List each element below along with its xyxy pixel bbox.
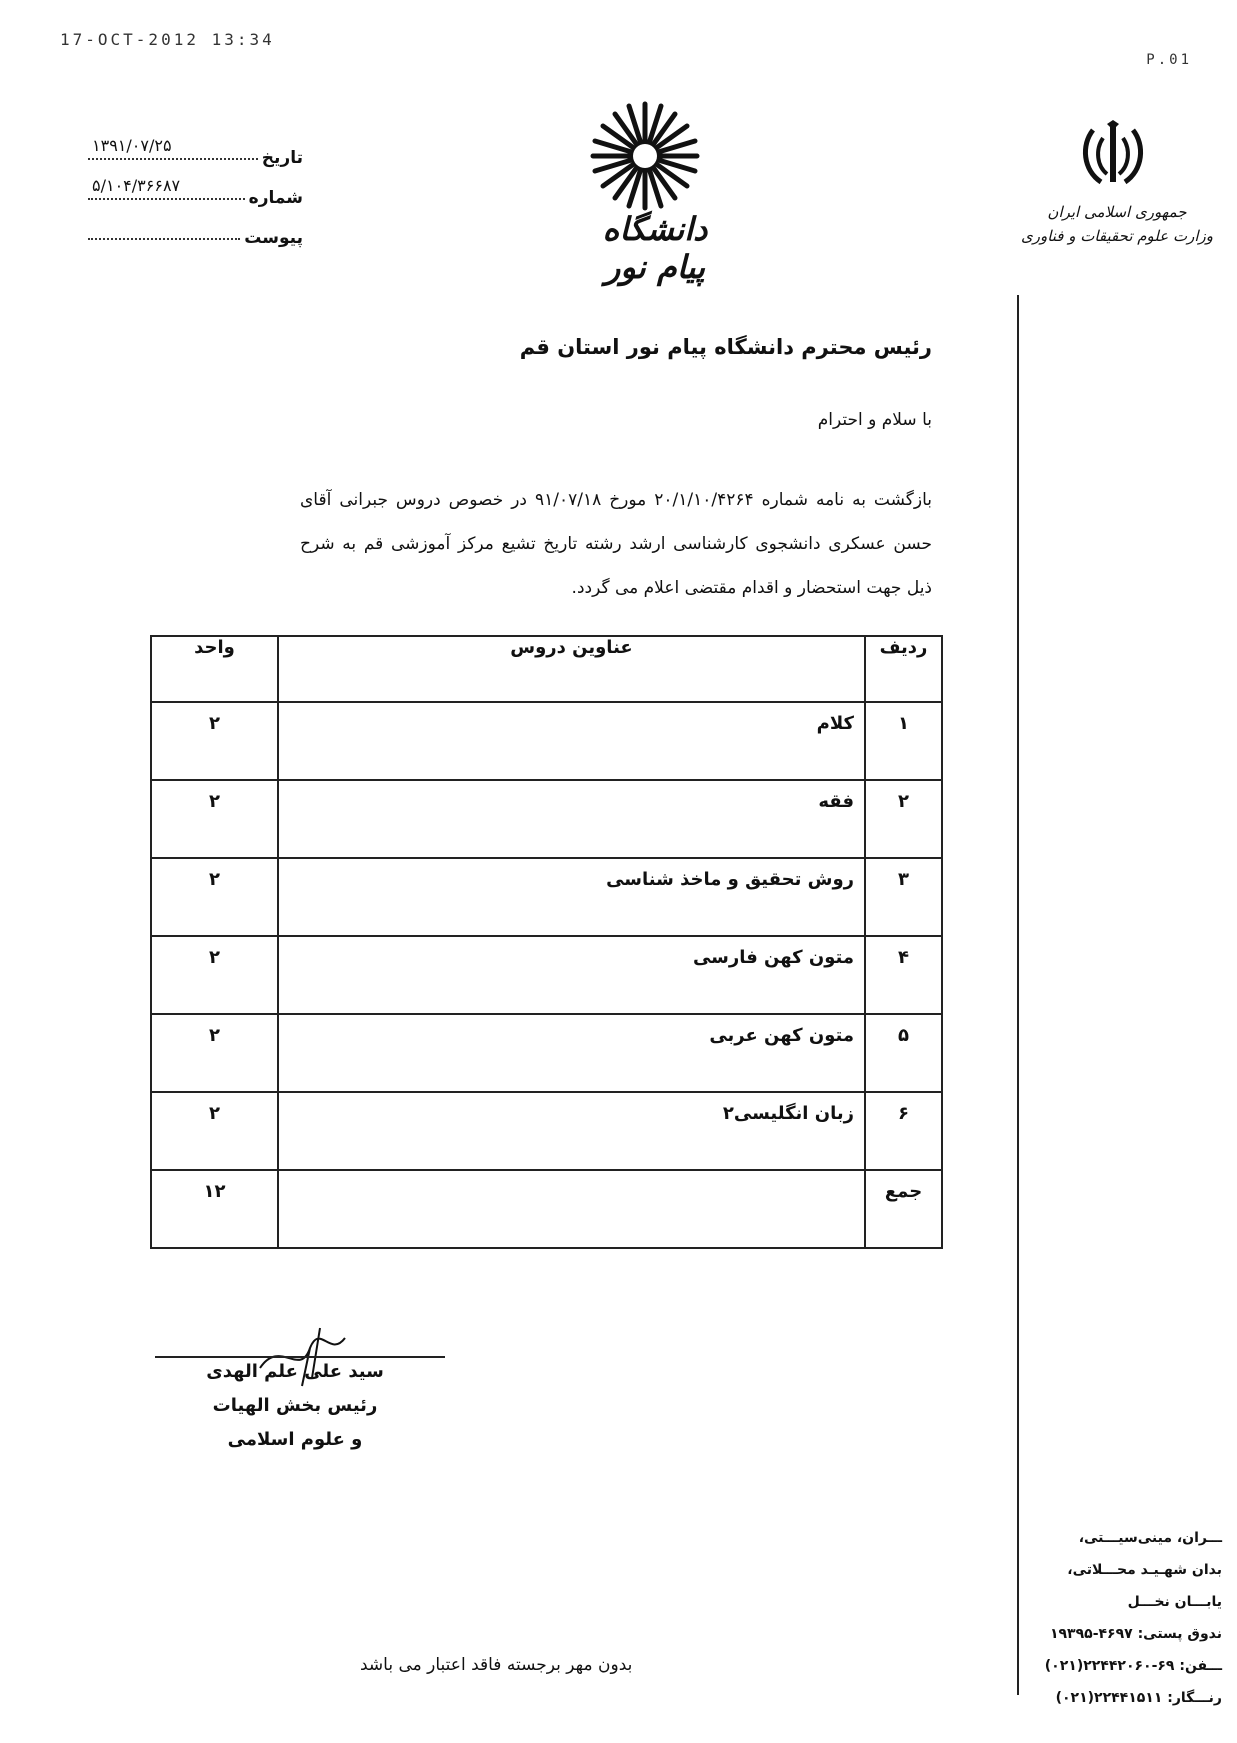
header-row-number: رديف [865,636,942,702]
address-block [1032,1522,1222,1714]
header-units: واحد [151,636,278,702]
university-name: دانشگاه پيام نور [602,210,708,286]
university-logo-icon [585,96,705,216]
address-line: يابـــان نخـــل [1127,1594,1222,1610]
attachment-row [88,208,303,248]
fax-timestamp: 17-OCT-2012 13:34 [60,30,275,49]
total-units: ۱۲ [151,1170,278,1248]
course-units: ۲ [151,936,278,1014]
course-title: روش تحقيق و ماخذ شناسی [278,858,865,936]
ministry-name [1017,200,1217,248]
number-row [88,168,303,208]
signatory-title: و علوم اسلامی [227,1429,363,1450]
date-row [88,128,303,168]
row-number: ۳ [865,858,942,936]
margin-divider [1017,295,1019,1695]
signatory-name: سيد علی علم الهدی [206,1361,384,1382]
address-line: بدان شهـيـد محـــلاتی، [1067,1562,1222,1578]
number-value: ۵/۱۰۴/۳۶۶۸۷ [92,176,181,195]
ministry-line2: وزارت علوم تحقیقات و فناوری [1020,227,1214,245]
signatory-block [185,1355,405,1457]
number-label: شماره [248,188,303,208]
row-number: ۴ [865,936,942,1014]
address-line: رنـــگار: ۲۲۴۴۱۵۱۱(۰۲۱) [1055,1690,1222,1706]
signatory-title: رئيس بخش الهيات [212,1395,378,1416]
letter-meta [88,128,303,248]
course-units: ۲ [151,702,278,780]
table-header-row [151,636,942,702]
page-number: P.01 [1146,52,1192,68]
iran-emblem-icon [1081,120,1145,190]
course-title: زبان انگليسی۲ [278,1092,865,1170]
course-title: متون کهن عربی [278,1014,865,1092]
greeting: با سلام و احترام [817,410,932,430]
date-value: ۱۳۹۱/۰۷/۲۵ [92,136,172,155]
course-title: کلام [278,702,865,780]
table-row [151,702,942,780]
footer-note: بدون مهر برجسته فاقد اعتبار می باشد [360,1655,633,1675]
course-units: ۲ [151,858,278,936]
address-line: ندوق پستی: ۴۶۹۷-۱۹۳۹۵ [1049,1626,1222,1642]
date-label: تاريخ [261,148,303,168]
row-number: ۲ [865,780,942,858]
table-total-row [151,1170,942,1248]
course-title: متون کهن فارسی [278,936,865,1014]
course-units: ۲ [151,780,278,858]
row-number: ۵ [865,1014,942,1092]
row-number: ۱ [865,702,942,780]
address-line: ـــفن: ۶۹-۲۲۴۴۲۰۶۰(۰۲۱) [1044,1658,1222,1674]
address-line: ـــران، مینی‌سیـــتی، [1078,1530,1222,1546]
table-row [151,1014,942,1092]
attachment-label: پيوست [244,228,303,248]
course-units: ۲ [151,1092,278,1170]
letter-body: بازگشت به نامه شماره ۲۰/۱/۱۰/۴۲۶۴ مورخ ۹۱/۰۷/۱۸ در خصوص دروس جبرانی آقای حسن عسکری دانشجوی کارشناسی ارشد رشته تاريخ تشيع مرکز آموزشی قم به شرح ذيل جهت استحضار و اقدام مقتضی اعلام می گردد. [300,490,932,598]
total-spacer [278,1170,865,1248]
header-course-title: عناوين دروس [278,636,865,702]
course-units: ۲ [151,1014,278,1092]
course-title: فقه [278,780,865,858]
table-row [151,858,942,936]
row-number: ۶ [865,1092,942,1170]
table-row [151,1092,942,1170]
table-row [151,780,942,858]
total-label: جمع [865,1170,942,1248]
table-row [151,936,942,1014]
ministry-line1: جمهوری اسلامی ایران [1047,203,1187,221]
courses-table [150,635,943,1249]
recipient: رئيس محترم دانشگاه پيام نور استان قم [519,335,932,359]
